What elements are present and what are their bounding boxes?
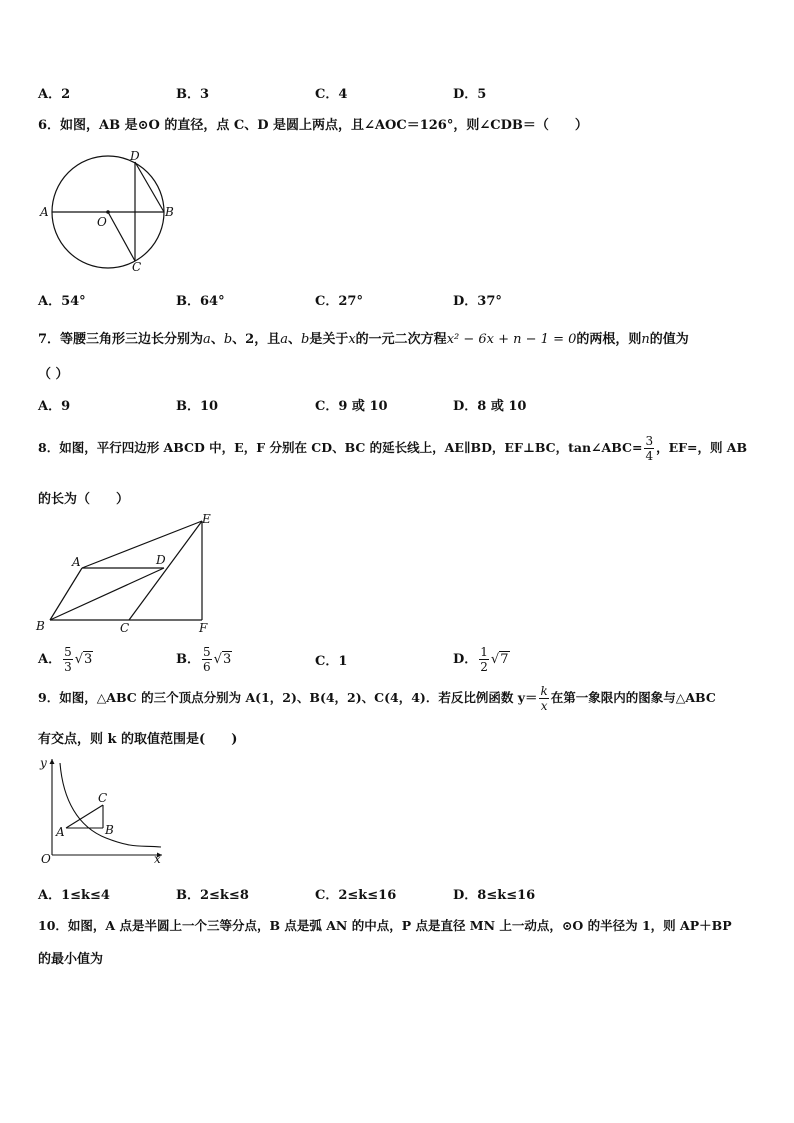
q9-label-b: B	[105, 823, 114, 837]
q8-label-a: A	[72, 555, 81, 569]
q5-option-c: C．4	[315, 87, 348, 102]
q6-label-b: B	[165, 205, 174, 219]
q6-option-c: C．27°	[315, 294, 363, 309]
q5-option-a: A．2	[38, 87, 71, 102]
q7-option-c: C．9 或 10	[315, 399, 388, 414]
q8-option-b-radical: √3	[213, 652, 232, 667]
q8-option-d-den: 2	[480, 660, 488, 674]
q8-option-d-radical: √7	[490, 652, 509, 667]
q8-option-d	[453, 645, 510, 674]
q8-option-a-radical: √3	[74, 652, 93, 667]
q8-option-c: C．1	[315, 654, 348, 669]
q9-label-c: C	[98, 791, 108, 805]
q7-var-a-2: a	[280, 332, 288, 347]
q8-option-d-num: 1	[480, 645, 488, 659]
q8-parallelogram-figure	[34, 511, 224, 637]
q8-option-a-den: 3	[64, 660, 72, 674]
q7-sep-2: 、2，且	[232, 332, 281, 347]
q7-sep-3: 、	[287, 332, 301, 347]
q6-option-d: D．37°	[453, 294, 502, 309]
q6-option-b: B．64°	[176, 294, 225, 309]
q8-label-e: E	[202, 512, 211, 526]
q7-sep-1: 、	[210, 332, 224, 347]
q8-option-d-fraction	[479, 645, 489, 674]
q7-text-4: 的两根，则	[576, 332, 642, 347]
q7-text-5: 的值为	[649, 332, 689, 347]
q6-label-c: C	[132, 260, 142, 274]
q7-equation: x² − 6x + n − 1 = 0	[446, 332, 577, 347]
q9-text-2: 在第一象限内的图象与△ABC	[550, 690, 716, 705]
q8-label-b: B	[36, 619, 45, 633]
q9-label-a: A	[56, 825, 65, 839]
q8-option-a-radicand: 3	[84, 652, 93, 667]
q6-circle-figure	[36, 146, 186, 276]
q6-option-a: A．54°	[38, 294, 86, 309]
q8-option-a-num: 5	[64, 645, 72, 659]
q9-stem	[38, 684, 716, 713]
q7-var-a: a	[203, 332, 211, 347]
q6-label-d: D	[130, 149, 140, 163]
q10-stem: 10．如图，A 点是半圆上一个三等分点，B 点是弧 AN 的中点，P 点是直径 MN 上一动点，⊙O 的半径为 1，则 AP＋BP	[38, 918, 732, 933]
q7-var-b-2: b	[300, 332, 310, 347]
q9-label-o: O	[41, 852, 51, 866]
q8-option-b-den: 6	[203, 660, 211, 674]
q9-graph-figure	[36, 755, 168, 867]
q6-label-a: A	[40, 205, 49, 219]
q7-var-n: n	[641, 332, 650, 347]
q8-option-b-radicand: 3	[222, 652, 232, 667]
q7-var-b: b	[223, 332, 233, 347]
q7-var-x: x	[348, 332, 356, 347]
q7-option-d: D．8 或 10	[453, 399, 527, 414]
q7-text-3: 的一元二次方程	[355, 332, 447, 347]
q8-option-b-prefix: B．	[176, 652, 200, 667]
q8-label-f: F	[199, 621, 208, 635]
q10-stem-line2: 的最小值为	[38, 952, 104, 967]
q9-text-1: 9．如图，△ABC 的三个顶点分别为 A(1，2)、B(4，2)、C(4，4)．若反比例函数 y＝	[38, 690, 538, 705]
q9-label-x: x	[154, 852, 161, 866]
q8-text-2: ，EF=，则 AB	[656, 440, 748, 455]
q8-option-b-num: 5	[203, 645, 211, 659]
q8-option-a-prefix: A．	[38, 652, 62, 667]
q8-label-c: C	[120, 621, 130, 635]
q8-tan-fraction	[644, 434, 654, 463]
q7-option-b: B．10	[176, 399, 219, 414]
q9-option-d: D．8≤k≤16	[453, 888, 536, 903]
q7-text-1: 7．等腰三角形三边长分别为	[38, 332, 204, 347]
q6-label-o: O	[97, 215, 107, 229]
q6-stem: 6．如图，AB 是⊙O 的直径，点 C、D 是圆上两点，且∠AOC＝126°，则∠CDB＝（ ）	[38, 118, 588, 133]
q8-option-b	[176, 645, 232, 674]
q9-label-y: y	[40, 756, 47, 770]
q8-text-1: 8．如图，平行四边形 ABCD 中，E，F 分别在 CD、BC 的延长线上，AE∥BD，EF⊥BC，tan∠ABC=	[38, 440, 643, 455]
q5-option-b: B．3	[176, 87, 210, 102]
q8-option-d-radicand: 7	[500, 652, 509, 667]
q7-text-2: 是关于	[309, 332, 349, 347]
q9-stem-line2: 有交点，则 k 的取值范围是( )	[38, 732, 238, 747]
q9-fraction	[539, 684, 548, 713]
q8-label-d: D	[156, 553, 166, 567]
q8-stem-line2: 的长为（ ）	[38, 492, 130, 507]
q9-option-b: B．2≤k≤8	[176, 888, 249, 903]
q5-option-d: D．5	[453, 87, 487, 102]
q8-option-b-fraction	[202, 645, 212, 674]
q8-option-d-prefix: D．	[453, 652, 478, 667]
q9-option-a: A．1≤k≤4	[38, 888, 110, 903]
q9-option-c: C．2≤k≤16	[315, 888, 397, 903]
q8-tan-den: 4	[645, 449, 654, 463]
q8-tan-num: 3	[645, 434, 654, 448]
q9-frac-den: x	[540, 699, 548, 713]
q7-answer-paren: （ ）	[38, 367, 69, 382]
q7-option-a: A．9	[38, 399, 71, 414]
q8-stem	[38, 434, 747, 463]
q7-stem	[38, 328, 689, 347]
q8-option-a	[38, 645, 93, 674]
q9-frac-num: k	[540, 684, 548, 698]
q8-option-a-fraction	[63, 645, 73, 674]
